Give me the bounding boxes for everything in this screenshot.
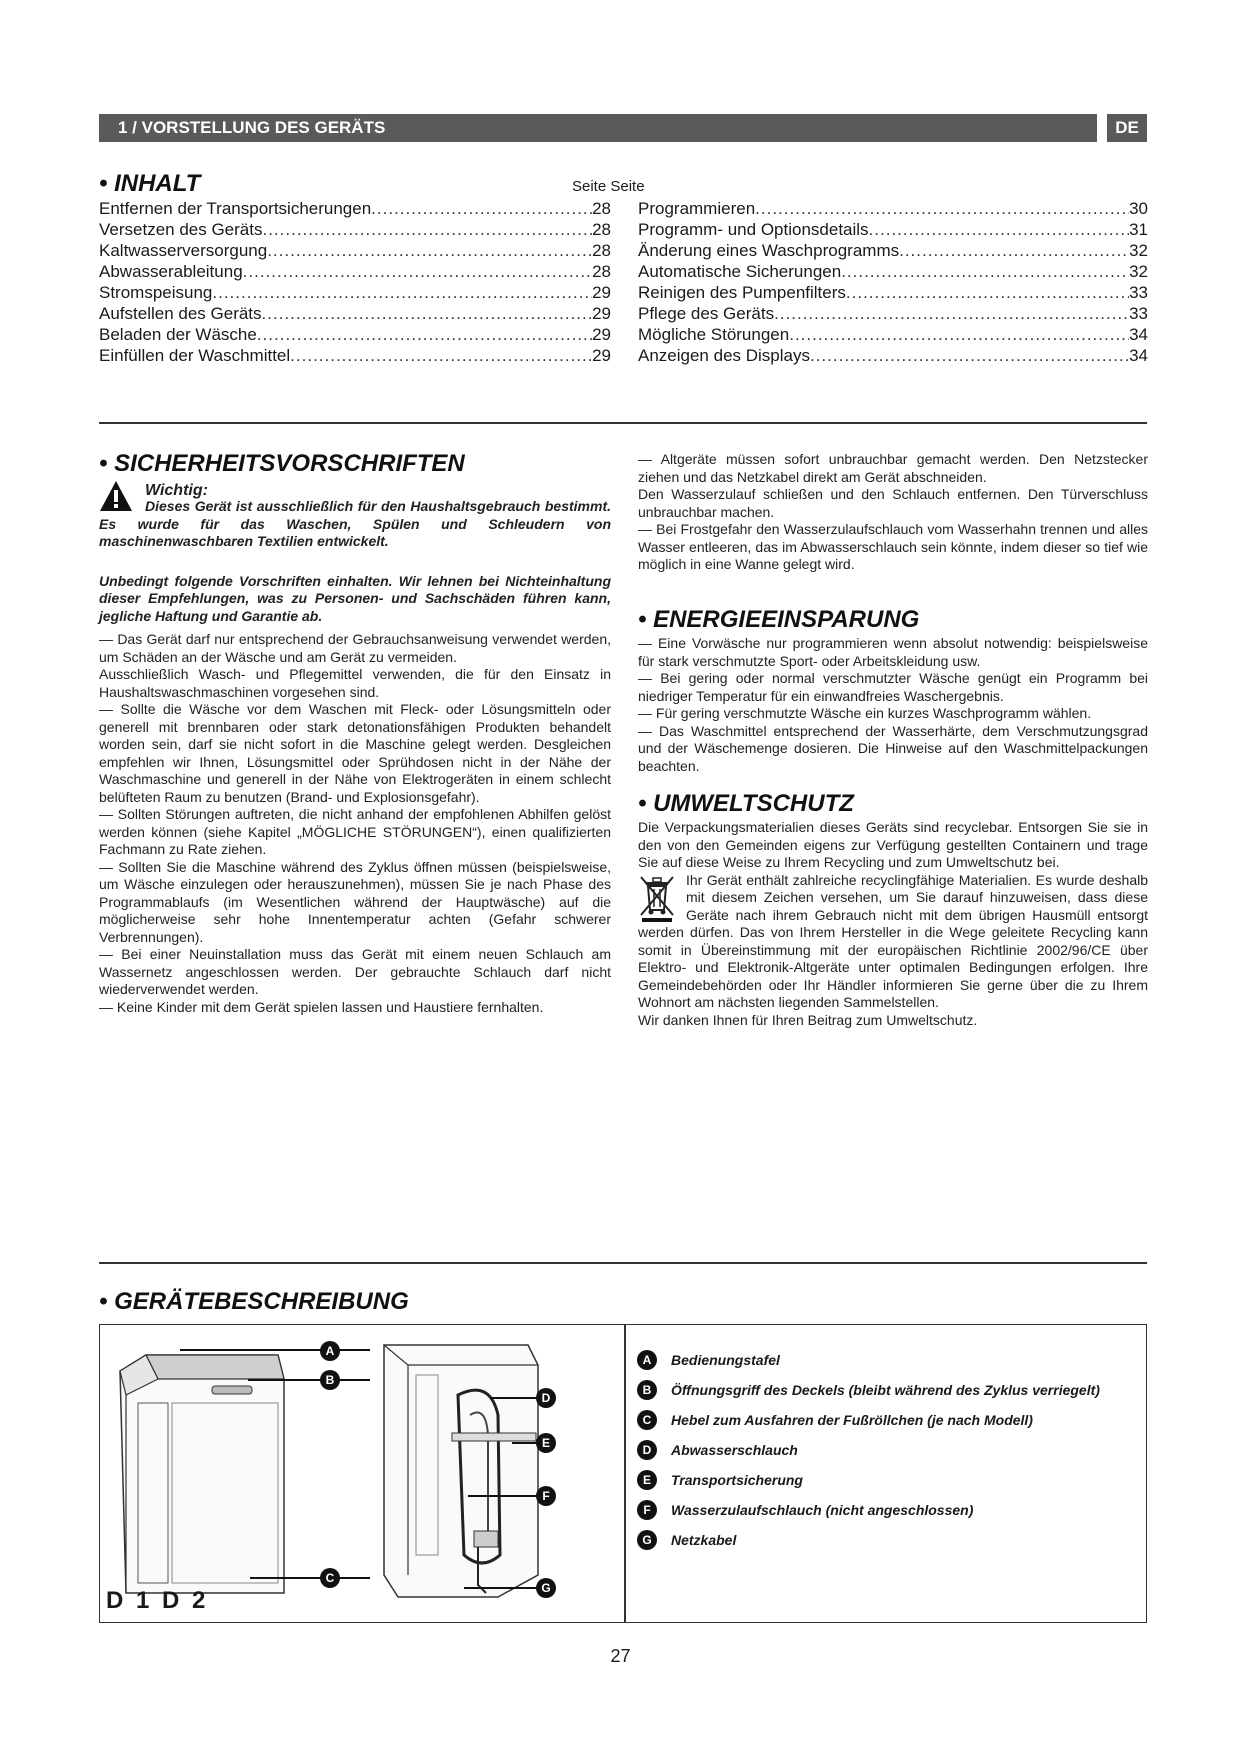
- callout-b: B: [320, 1370, 340, 1390]
- legend-item: G Netzkabel: [637, 1525, 1137, 1555]
- paragraph: Die Verpackungsmaterialien dieses Geräts sind recyclebar. Entsorgen Sie sie in den von den Gemeinden eigens zur Verfügung gestellten Containern und trage Sie auf diese Weise zu Ihrem Recycling und zum Umweltschutz bei.: [638, 819, 1148, 870]
- model-label: D 1 D 2: [106, 1587, 209, 1614]
- thanks-text: Wir danken Ihnen für Ihren Beitrag zum Umweltschutz.: [638, 1011, 978, 1028]
- energie-text: [638, 635, 1148, 775]
- callout-e: E: [536, 1433, 556, 1453]
- callout-f: F: [536, 1486, 556, 1506]
- front-view-illustration: [108, 1343, 348, 1603]
- callout-g: G: [536, 1578, 556, 1598]
- legend-item: D Abwasserschlauch: [637, 1435, 1137, 1465]
- paragraph: — Altgeräte müssen sofort unbrauchbar gemacht werden. Den Netzstecker ziehen und das Netzkabel direkt am Gerät abschneiden.: [638, 451, 1148, 485]
- appliance-figure-box: [99, 1324, 1147, 1623]
- toc-item[interactable]: Abwasserableitung ..... 28: [99, 261, 611, 282]
- sicherheit-heading: • SICHERHEITSVORSCHRIFTEN: [99, 450, 465, 477]
- paragraph: — Bei einer Neuinstallation muss das Gerät mit einem neuen Schlauch am Wassernetz angeschlossen werden. Der gebrauchte Schlauch darf nicht wiederverwendet werden.: [99, 946, 611, 997]
- geraet-heading: • GERÄTEBESCHREIBUNG: [99, 1288, 409, 1315]
- umwelt-text: [638, 819, 1148, 1029]
- paragraph: — Bei Frostgefahr den Wasserzulaufschlauch vom Wasserhahn trennen und alles Wasser entleeren, das im Abwasserschlauch sein könnte, indem dieser so tief wie möglich in eine Wanne gelegt wird.: [638, 521, 1148, 572]
- paragraph: — Für gering verschmutzte Wäsche ein kurzes Waschprogramm wählen.: [638, 705, 1092, 721]
- energie-heading: • ENERGIEEINSPARUNG: [638, 606, 920, 633]
- page-number: 27: [610, 1646, 631, 1666]
- legend-item: C Hebel zum Ausfahren der Fußröllchen (je nach Modell): [637, 1405, 1137, 1435]
- toc-item[interactable]: Automatische Sicherungen ..... 32: [638, 261, 1148, 282]
- sicherheit-right-column: [638, 451, 1148, 574]
- paragraph: — Sollten Störungen auftreten, die nicht anhand der empfohlenen Abhilfen gelöst werden können (siehe Kapitel „MÖGLICHE STÖRUNGEN“), einen qualifizierten Fachmann zu Rate ziehen.: [99, 806, 611, 857]
- divider: [99, 422, 1147, 424]
- divider: [624, 1325, 626, 1622]
- legend-item: A Bedienungstafel: [637, 1345, 1137, 1375]
- wichtig-text: Dieses Gerät ist ausschließlich für den Haushaltsgebrauch bestimmt. Es wurde für das Waschen, Spülen und Schleudern von maschinenwaschbaren Textilien entwickelt.: [99, 498, 611, 549]
- chapter-title: 1 / VORSTELLUNG DES GERÄTS: [118, 118, 386, 137]
- toc-item[interactable]: Aufstellen des Geräts ..... 29: [99, 303, 611, 324]
- toc-item[interactable]: Reinigen des Pumpenfilters ..... 33: [638, 282, 1148, 303]
- toc-left: [99, 198, 611, 366]
- legend-item: E Transportsicherung: [637, 1465, 1137, 1495]
- unbedingt-text: Unbedingt folgende Vorschriften einhalten. Wir lehnen bei Nichteinhaltung dieser Empfehlungen, was zu Personen- und Sachschäden führen kann, jegliche Haftung und Garantie ab.: [99, 572, 611, 624]
- umwelt-heading: • UMWELTSCHUTZ: [638, 790, 854, 817]
- toc-item[interactable]: Anzeigen des Displays ..... 34: [638, 345, 1148, 366]
- toc-item[interactable]: Mögliche Störungen ..... 34: [638, 324, 1148, 345]
- toc-item[interactable]: Einfüllen der Waschmittel ..... 29: [99, 345, 611, 366]
- toc-item[interactable]: Programmieren ..... 30: [638, 198, 1148, 219]
- weee-text: Ihr Gerät enthält zahlreiche recyclingfähige Materialien. Es wurde deshalb mit diesem Zeichen versehen, um Sie darauf hinzuweisen, dass diese Geräte nach ihrem Gebrauch nicht mit dem übrigen Hausmüll entsorgt werden dürfen. Das von Ihrem Hersteller in die Wege geleitete Recycling kann somit in Übereinstimmung mit der europäischen Richtlinie 2002/96/CE über Elektro- und Elektronik-Altgeräte unter optimalen Bedingungen erfolgen. Ihre Gemeindebehörden oder Ihr Händler informieren Sie gerne über die zu Ihrem Wohnort am nächsten liegenden Sammelstellen.: [638, 871, 1148, 1010]
- legend-item: F Wasserzulaufschlauch (nicht angeschlossen): [637, 1495, 1137, 1525]
- callout-d: D: [536, 1388, 556, 1408]
- paragraph: — Eine Vorwäsche nur programmieren wenn absolut notwendig: beispielsweise für stark verschmutzte Sport- oder Arbeitskleidung usw.: [638, 635, 1148, 669]
- toc-right: [638, 198, 1148, 366]
- paragraph: Den Wasserzulauf schließen und den Schlauch entfernen. Den Türverschluss unbrauchbar machen.: [638, 486, 1148, 520]
- legend-item: B Öffnungsgriff des Deckels (bleibt während des Zyklus verriegelt): [637, 1375, 1137, 1405]
- toc-item[interactable]: Pflege des Geräts ..... 33: [638, 303, 1148, 324]
- paragraph: — Bei gering oder normal verschmutzter Wäsche genügt ein Programm bei niedriger Temperatur für ein einwandfreies Waschergebnis.: [638, 670, 1148, 704]
- toc-item[interactable]: Beladen der Wäsche ..... 29: [99, 324, 611, 345]
- language-badge: DE: [1107, 114, 1147, 142]
- paragraph: — Das Gerät darf nur entsprechend der Gebrauchsanweisung verwendet werden, um Schäden an der Wäsche und am Gerät zu vermeiden.: [99, 631, 611, 665]
- toc-item[interactable]: Kaltwasserversorgung ..... 28: [99, 240, 611, 261]
- paragraph: — Sollte die Wäsche vor dem Waschen mit Fleck- oder Lösungsmitteln oder generell mit brennbaren oder stark detonationsfähigen Produkten behandelt worden sein, darf sie nicht sofort in die Maschine gelegt werden. Desgleichen empfehlen wir Ihnen, Lösungsmittel oder Sprühdosen nicht in der Nähe der Waschmaschine und generell in der Nähe von Elektrogeräten in einem schlecht belüfteten Raum zu benutzen (Brand- und Explosionsgefahr).: [99, 701, 611, 805]
- toc-item[interactable]: Versetzen des Geräts ..... 28: [99, 219, 611, 240]
- legend-list: [637, 1345, 1137, 1555]
- paragraph: — Das Waschmittel entsprechend der Wasserhärte, dem Verschmutzungsgrad und der Wäschemenge dosieren. Die Hinweise auf den Waschmittelpackungen beachten.: [638, 722, 1148, 774]
- paragraph: — Keine Kinder mit dem Gerät spielen lassen und Haustiere fernhalten.: [99, 998, 544, 1015]
- divider: [99, 1262, 1147, 1264]
- toc-item[interactable]: Stromspeisung ..... 29: [99, 282, 611, 303]
- paragraph: Ausschließlich Wasch- und Pflegemittel verwenden, die für den Einsatz in Haushaltswaschmaschinen vorgesehen sind.: [99, 666, 611, 700]
- weee-bin-icon: [638, 874, 676, 922]
- toc-item[interactable]: Programm- und Optionsdetails ..... 31: [638, 219, 1148, 240]
- rear-view-illustration: [378, 1335, 548, 1605]
- warning-icon: [99, 480, 133, 512]
- callout-a: A: [320, 1341, 340, 1361]
- seite-header: Seite Seite: [572, 178, 645, 195]
- sicherheit-left-column: [99, 480, 611, 1016]
- toc-item[interactable]: Entfernen der Transportsicherungen ..... 28: [99, 198, 611, 219]
- wichtig-label: Wichtig:: [145, 482, 208, 499]
- toc-item[interactable]: Änderung eines Waschprogramms ..... 32: [638, 240, 1148, 261]
- callout-c: C: [320, 1568, 340, 1588]
- inhalt-heading: • INHALT: [99, 170, 201, 197]
- paragraph: — Sollten Sie die Maschine während des Zyklus öffnen müssen (beispielsweise, um Wäsche einzulegen oder herauszunehmen), müssen Sie je nach Phase des Programmablaufs (im Wesentlichen während der Hauptwäsche) auf die möglicherweise sehr hohe Innentemperatur achten (Gefahr schwerer Verbrennungen).: [99, 858, 611, 945]
